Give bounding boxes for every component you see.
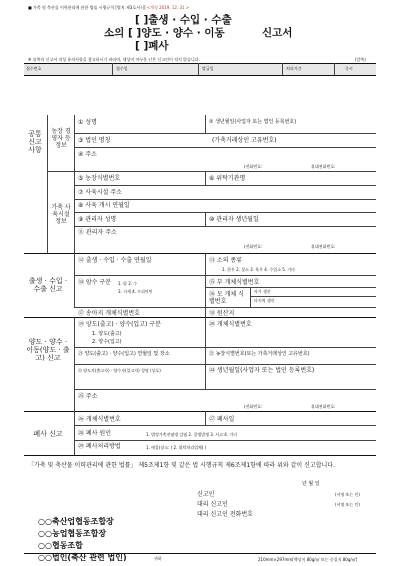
field-birth-date[interactable]: ⑫ 출생 · 수입 · 수출 연월일 [78, 257, 152, 264]
field-corporate-name[interactable]: ③ 법인 명칭 [78, 137, 111, 144]
field-transfer-farm-id[interactable]: ㉒ 농장식별번호(또는 가축거래상인 고유번호) [209, 351, 310, 357]
field-manager-address[interactable]: ⑪ 관리자 주소 [78, 229, 117, 236]
field-individual-id[interactable]: ⑳ 개체식별번호 [209, 321, 252, 328]
section-common: 공통 신고 사항 [28, 130, 42, 154]
field-transferor-name[interactable]: ㉓ 양도자(출고자) · 양수자(입고자) 성명 (상호) [78, 368, 161, 373]
field-birthdate[interactable]: ② 생년월일(사업자 또는 법인 등록번호) [209, 119, 297, 125]
field-start-date[interactable]: ⑧ 사육 개시 연월일 [78, 202, 130, 209]
field-sex[interactable]: ⑭ 암수 구분 [78, 279, 111, 286]
revision-note: <개정 2019. 12. 31.> [146, 5, 190, 10]
recipient-livestock-coop: ○○축산업협동조합장 [38, 517, 114, 526]
field-death-date[interactable]: ㉗ 폐사일 [209, 416, 235, 423]
sex-options-a[interactable]: 1. 암 2. 수 [118, 281, 138, 286]
paper-size: 210mm×297mm[백상지 80g/㎡ 또는 중질지 80g/㎡] [258, 557, 358, 562]
cattle-type-options[interactable]: 1. 한우 2. 젖소 3. 육우 4. 수입소 5. 기타 [222, 267, 296, 272]
field-origin[interactable]: ⑱ 원산지 [209, 310, 235, 317]
field-name[interactable]: ① 성명 [78, 119, 97, 126]
declaration-date[interactable]: 년 월 일 [302, 481, 320, 487]
field-transfer-date-place[interactable]: ㉑ 양도(출고) · 양수(입고) 연월일 및 장소 [78, 351, 170, 357]
recipient-agri-coop: ○○농업협동조합장 [38, 529, 107, 538]
section-death: 폐사 신고 [33, 430, 63, 438]
field-death-cause[interactable]: ㉘ 폐사 원인 [78, 430, 111, 437]
sex-options-b[interactable]: 3. 거세 4. 프리마틴 [118, 289, 153, 294]
field-farm-id[interactable]: ⑤ 농장식별번호 [78, 175, 121, 182]
issue-date-label: 발급일 [202, 66, 214, 71]
processing-period-label: 처리기간 [286, 66, 302, 71]
section-birth: 출생 · 수입 · 수출 신고 [28, 277, 68, 293]
mobile-label-1: 휴대전화번호: [311, 164, 336, 169]
section-livestock-company: 가축 사육시설 정보 [51, 204, 71, 225]
field-mother-id[interactable]: ⑯ 모 개체 식별번호 [209, 291, 244, 305]
receipt-number-label: 접수번호 [26, 66, 42, 71]
mother-other-region[interactable]: 타지역 생산 [254, 298, 275, 303]
transfer-option-out[interactable]: 1. 양도(출고) [92, 331, 122, 337]
signer-proxy-note: (서명 또는 인) [335, 502, 360, 507]
recipient-corporation: ○○법인(축산 관련 법인) [38, 553, 127, 562]
title-line-2: 소의 [ ]양도 · 양수 · 이동 [104, 27, 225, 39]
field-manager-name[interactable]: ⑨ 관리자 성명 [78, 216, 117, 223]
processing-period-value: 즉시 [345, 66, 353, 71]
phone-label-1: (전화번호: [244, 164, 263, 169]
receipt-date-label: 접수일 [116, 66, 128, 71]
mobile-label-3: 휴대전화번호: [311, 404, 336, 409]
field-transferor-address[interactable]: ㉕ 주소 [78, 393, 98, 400]
signer-reporter-note: (서명 또는 인) [335, 492, 360, 497]
mother-self-produced[interactable]: 자가 생산 [254, 289, 271, 294]
notice: ※ 뒤쪽의 신고서 작성 유의사항을 참고하시기 바라며, 색상이 어두운 난은 신고인이 적지 않습니다. [28, 57, 200, 62]
title-line-3: [ ]폐사 [135, 40, 169, 52]
field-calf-id[interactable]: ⑰ 송아지 개체식별번호 [78, 310, 140, 317]
law-reference [28, 5, 189, 10]
field-manager-birthdate[interactable]: ⑩ 관리자 생년월일 [209, 216, 259, 223]
field-transferor-birthdate[interactable]: ㉔ 생년월일(사업자 또는 법인 등록번호) [209, 367, 315, 374]
death-cause-options[interactable]: 1. 법정가축전염병 감염 2. 질병발생 3. 사고 4. 기타 [146, 432, 238, 437]
field-death-individual-id[interactable]: ㉖ 개체식별번호 [78, 416, 121, 423]
signer-reporter[interactable]: 신고인 [197, 491, 215, 498]
mobile-label-2: 휴대전화번호: [311, 244, 336, 249]
field-consignment-org[interactable]: ⑥ 위탁기관명 [209, 175, 246, 182]
title-suffix: 신고서 [262, 27, 293, 39]
title-line-1: [ ]출생 · 수입 · 수출 [135, 14, 232, 26]
section-farm-operator: 농장 경영자 등 정보 [51, 128, 71, 149]
recipient-coop: ○○협동조합 [38, 541, 83, 550]
recipient-suffix: 귀하 [154, 556, 162, 561]
law-note: ■ 가축 및 축산물 이력관리에 관한 법률 시행규칙 [별지 제3호서식] [28, 5, 146, 10]
field-disposal-method[interactable]: ㉙ 폐사처리방법 [78, 443, 121, 450]
notice-side: (앞쪽) [355, 57, 366, 62]
field-cattle-type[interactable]: ⑬ 소의 종류 [209, 257, 242, 264]
transfer-option-in[interactable]: 2. 양수(입고) [92, 339, 122, 345]
signer-proxy[interactable]: 대리 신고인 [197, 501, 228, 508]
field-transfer-type[interactable]: ⑲ 양도(출고) · 양수(입고) 구분 [78, 321, 161, 328]
disposal-options[interactable]: 1. 매몰(장소: ) 2. 위탁처리업체( ) [146, 445, 207, 450]
field-facility-address[interactable]: ⑦ 사육시설 주소 [78, 189, 122, 196]
field-address[interactable]: ④ 주소 [78, 151, 97, 158]
receipt-bar [24, 63, 376, 75]
section-transfer: 양도 · 양수 · 이동(양도 · 출고) 신고 [26, 338, 70, 362]
phone-label-3: (전화번호: [244, 404, 263, 409]
field-corporate-name-note: (가축거래상인 고유번호) [212, 137, 277, 144]
signer-proxy-phone[interactable]: 대리 신고인 전화번호 [197, 511, 253, 518]
field-father-id[interactable]: ⑮ 부 개체식별번호 [209, 279, 260, 286]
phone-label-2: (전화번호: [244, 244, 263, 249]
declaration-text: 「가축 및 축산물 이력관리에 관한 법률」 제5조제1항 및 같은 법 시행규칙 제6조제1항에 따라 위와 같이 신고합니다. [28, 462, 336, 469]
